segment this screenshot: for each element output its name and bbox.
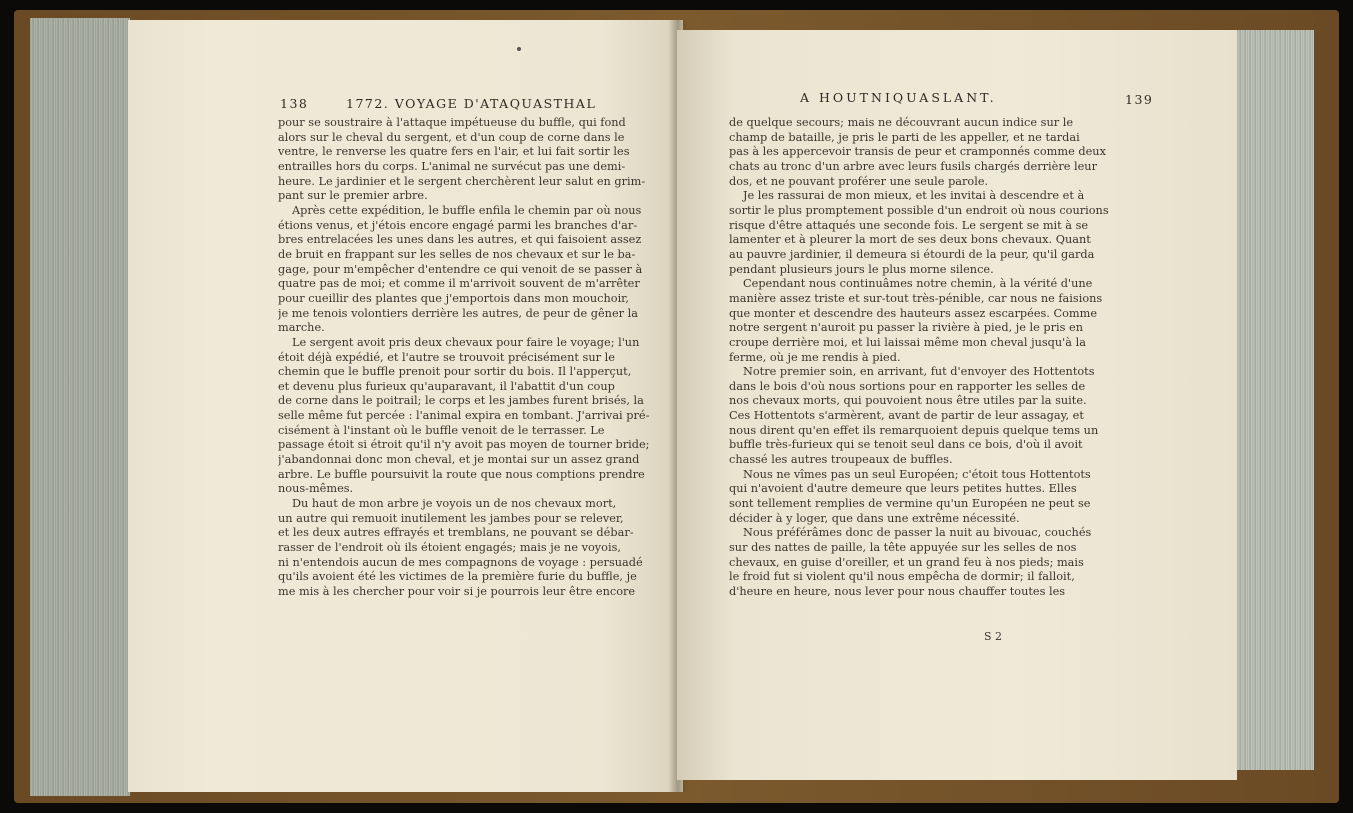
text-line: dans le bois d'où nous sortions pour en rapporter les selles de — [729, 379, 1086, 393]
signature-mark: S 2 — [984, 630, 1003, 643]
left-page-number: 138 — [280, 96, 309, 111]
text-line: Je les rassurai de mon mieux, et les invitai à descendre et à — [743, 189, 1085, 203]
text-line: Le sergent avoit pris deux chevaux pour faire le voyage; l'un — [292, 335, 640, 349]
left-page — [128, 20, 683, 792]
text-line: et les deux autres effrayés et tremblans, ne pouvant se débar- — [278, 526, 634, 540]
text-line: Après cette expédition, le buffle enfila le chemin par où nous — [292, 203, 642, 217]
left-page-edges — [30, 18, 130, 796]
text-line: gage, pour m'empêcher d'entendre ce qui venoit de se passer à — [278, 262, 643, 276]
text-line: un autre qui remuoit inutilement les jambes pour se relever, — [278, 511, 624, 525]
text-line: nous-mêmes. — [278, 482, 354, 496]
text-line: selle même fut percée : l'animal expira en tombant. J'arrivai pré- — [278, 409, 650, 423]
text-line: décider à y loger, que dans une extrême nécessité. — [729, 511, 1020, 525]
text-line: sont tellement remplies de vermine qu'un Européen ne peut se — [729, 497, 1091, 511]
text-line: Ces Hottentots s'armèrent, avant de partir de leur assagay, et — [729, 409, 1084, 423]
text-line: le froid fut si violent qu'il nous empêcha de dormir; il falloit, — [729, 570, 1075, 584]
text-line: ferme, où je me rendis à pied. — [729, 350, 901, 364]
right-page-text — [729, 116, 1133, 600]
text-line: qu'ils avoient été les victimes de la première furie du buffle, je — [278, 570, 637, 584]
text-line: manière assez triste et sur-tout très-pénible, car nous ne faisions — [729, 291, 1103, 305]
text-line: croupe derrière moi, et lui laissai même mon cheval jusqu'à la — [729, 335, 1086, 349]
text-line: passage étoit si étroit qu'il n'y avoit pas moyen de tourner bride; — [278, 438, 650, 452]
text-line: Cependant nous continuâmes notre chemin, à la vérité d'une — [743, 277, 1093, 291]
right-running-head: A HOUTNIQUASLANT. — [800, 90, 997, 105]
text-line: cisément à l'instant où le buffle venoit de le terrasser. Le — [278, 423, 605, 437]
text-line: sur des nattes de paille, la tête appuyée sur les selles de nos — [729, 541, 1077, 555]
text-line: j'abandonnai donc mon cheval, et je montai sur un assez grand — [278, 453, 640, 467]
text-line: sortir le plus promptement possible d'un endroit où nous courions — [729, 203, 1109, 217]
text-line: chemin que le buffle prenoit pour sortir du bois. Il l'apperçut, — [278, 365, 632, 379]
text-line: bres entrelacées les unes dans les autres, et qui faisoient assez — [278, 233, 642, 247]
text-line: ni n'entendois aucun de mes compagnons de voyage : persuadé — [278, 555, 643, 569]
left-running-head: 1772. VOYAGE D'ATAQUASTHAL — [346, 96, 597, 111]
text-line: Nous ne vîmes pas un seul Européen; c'étoit tous Hottentots — [743, 467, 1091, 481]
text-line: pour se soustraire à l'attaque impétueuse du buffle, qui fond — [278, 116, 626, 129]
text-line: alors sur le cheval du sergent, et d'un coup de corne dans le — [278, 130, 625, 144]
left-page-text — [278, 116, 670, 600]
text-line: buffle très-furieux qui se tenoit seul dans ce bois, d'où il avoit — [729, 438, 1083, 452]
right-page-edges — [1232, 30, 1314, 770]
text-line: me mis à les chercher pour voir si je pourrois leur être encore — [278, 585, 636, 598]
text-line: chats au tronc d'un arbre avec leurs fusils chargés derrière leur — [729, 159, 1097, 173]
text-line: au pauvre jardinier, il demeura si étourdi de la peur, qu'il garda — [729, 247, 1095, 261]
text-line: nous dirent qu'en effet ils remarquoient depuis quelque tems un — [729, 423, 1099, 437]
text-line: Notre premier soin, en arrivant, fut d'envoyer des Hottentots — [743, 365, 1095, 379]
text-line: étoit déjà expédié, et l'autre se trouvoit précisément sur le — [278, 350, 615, 364]
text-line: pour cueillir des plantes que j'emportois dans mon mouchoir, — [278, 291, 629, 305]
right-page — [677, 30, 1237, 780]
text-line: étions venus, et j'étois encore engagé parmi les branches d'ar- — [278, 218, 638, 232]
text-line: de corne dans le poitrail; le corps et les jambes furent brisés, la — [278, 394, 644, 408]
text-line: chassé les autres troupeaux de buffles. — [729, 453, 953, 467]
text-line: pas à les appercevoir transis de peur et cramponnés comme deux — [729, 145, 1106, 159]
text-line: notre sergent n'auroit pu passer la rivière à pied, je le pris en — [729, 321, 1084, 335]
text-line: d'heure en heure, nous lever pour nous chauffer toutes les — [729, 585, 1066, 598]
text-line: arbre. Le buffle poursuivit la route que nous comptions prendre — [278, 467, 645, 481]
text-line: lamenter et à pleurer la mort de ses deux bons chevaux. Quant — [729, 233, 1091, 247]
text-line: que monter et descendre des hauteurs assez escarpées. Comme — [729, 306, 1098, 320]
text-line: Du haut de mon arbre je voyois un de nos chevaux mort, — [292, 497, 617, 511]
text-line: risque d'être attaqués une seconde fois. Le sergent se mit à se — [729, 218, 1089, 232]
text-line: rasser de l'endroit où ils étoient engagés; mais je ne voyois, — [278, 541, 621, 555]
text-line: nos chevaux morts, qui pouvoient nous être utiles par la suite. — [729, 394, 1087, 408]
ink-dot — [517, 47, 521, 51]
text-line: pant sur le premier arbre. — [278, 189, 428, 203]
text-line: marche. — [278, 321, 325, 335]
text-line: et devenu plus furieux qu'auparavant, il l'abattit d'un coup — [278, 379, 615, 393]
text-line: pendant plusieurs jours le plus morne silence. — [729, 262, 994, 276]
text-line: de bruit en frappant sur les selles de nos chevaux et sur le ba- — [278, 247, 636, 261]
right-page-number: 139 — [1125, 92, 1154, 107]
text-line: qui n'avoient d'autre demeure que leurs petites huttes. Elles — [729, 482, 1077, 496]
text-line: ventre, le renverse les quatre fers en l'air, et lui fait sortir les — [278, 145, 630, 159]
text-line: je me tenois volontiers derrière les autres, de peur de gêner la — [278, 306, 638, 320]
text-line: heure. Le jardinier et le sergent cherchèrent leur salut en grim- — [278, 174, 646, 188]
text-line: champ de bataille, je pris le parti de les appeller, et ne tardai — [729, 130, 1080, 144]
text-line: chevaux, en guise d'oreiller, et un grand feu à nos pieds; mais — [729, 555, 1084, 569]
text-line: dos, et ne pouvant proférer une seule parole. — [729, 174, 989, 188]
text-line: Nous préférâmes donc de passer la nuit au bivouac, couchés — [743, 526, 1092, 540]
text-line: de quelque secours; mais ne découvrant aucun indice sur le — [729, 116, 1074, 129]
text-line: entrailles hors du corps. L'animal ne survécut pas une demi- — [278, 159, 626, 173]
text-line: quatre pas de moi; et comme il m'arrivoit souvent de m'arrêter — [278, 277, 640, 291]
